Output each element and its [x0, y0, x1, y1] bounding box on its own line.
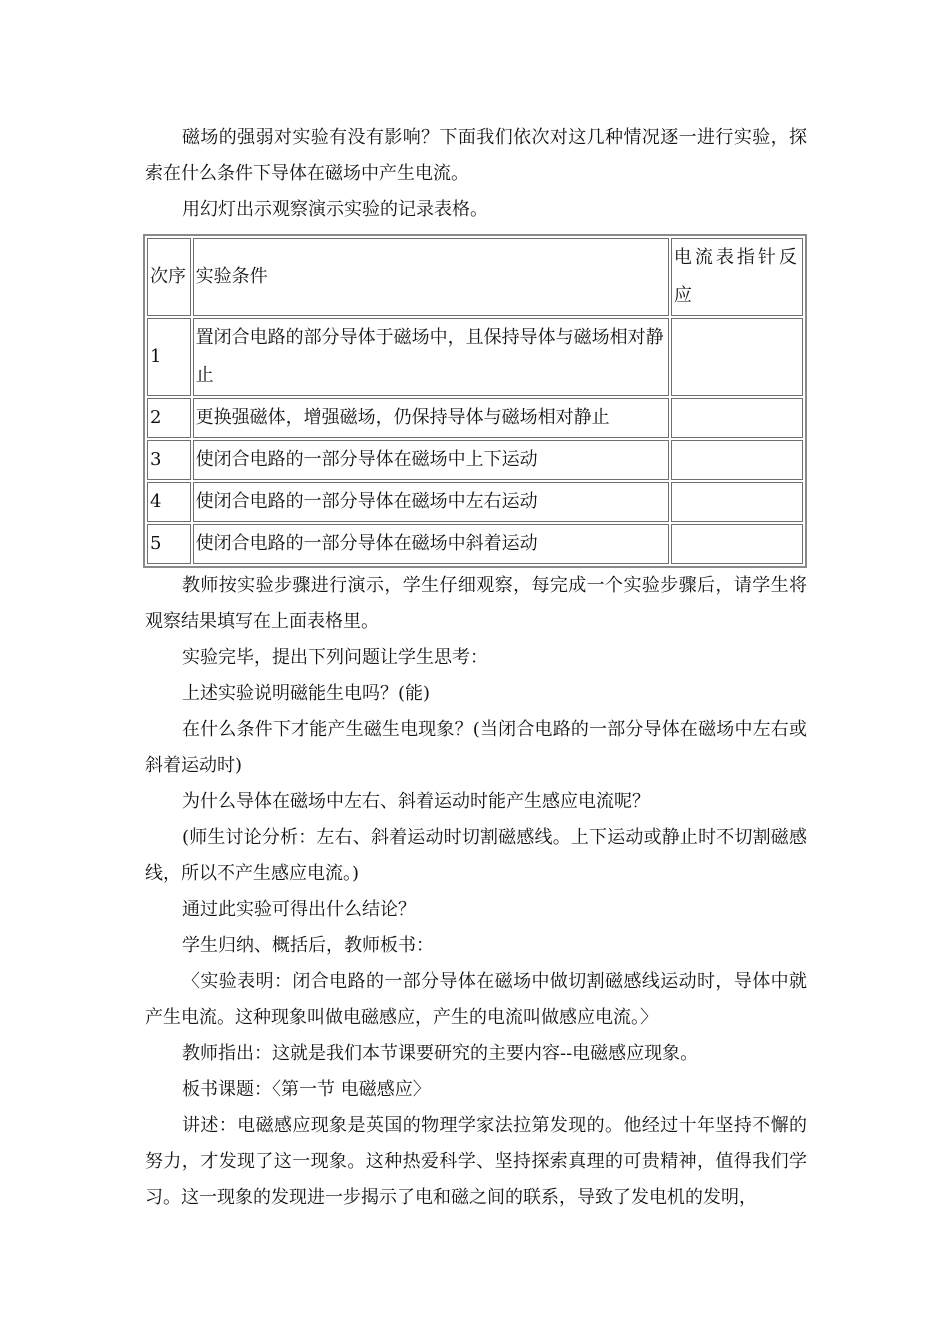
table-header-row	[147, 238, 803, 316]
row-condition: 使闭合电路的一部分导体在磁场中左右运动	[193, 482, 669, 522]
row-number: 1	[147, 318, 191, 396]
paragraph-lesson-title: 板书课题：〈第一节 电磁感应〉	[182, 1079, 431, 1100]
row-condition: 使闭合电路的一部分导体在磁场中斜着运动	[193, 524, 669, 564]
row-condition: 置闭合电路的部分导体于磁场中，且保持导体与磁场相对静止	[193, 318, 669, 396]
row-condition: 使闭合电路的一部分导体在磁场中上下运动	[193, 440, 669, 480]
paragraph-table-intro: 用幻灯出示观察演示实验的记录表格。	[182, 199, 488, 220]
row-number: 3	[147, 440, 191, 480]
paragraph-intro: 磁场的强弱对实验有没有影响？下面我们依次对这几种情况逐一进行实验，探索在什么条件下导体在磁场中产生电流。	[145, 127, 807, 184]
row-number: 2	[147, 398, 191, 438]
row-result	[671, 482, 803, 522]
paragraph-discussion: (师生讨论分析：左右、斜着运动时切割磁感线。上下运动或静止时不切割磁感线，所以不产生感应电流。)	[145, 827, 807, 884]
table-row	[147, 524, 803, 564]
table-row	[147, 398, 803, 438]
header-condition: 实验条件	[193, 238, 669, 316]
paragraph-question-1: 上述实验说明磁能生电吗？(能)	[182, 683, 431, 704]
paragraph-conclusion-question: 通过此实验可得出什么结论？	[182, 899, 416, 920]
paragraph-question-3: 为什么导体在磁场中左右、斜着运动时能产生感应电流呢？	[182, 791, 650, 812]
table-row	[147, 440, 803, 480]
paragraph-questions-intro: 实验完毕，提出下列问题让学生思考：	[182, 647, 488, 668]
row-result	[671, 318, 803, 396]
paragraph-demo-steps: 教师按实验步骤进行演示，学生仔细观察，每完成一个实验步骤后，请学生将观察结果填写在上面表格里。	[145, 575, 807, 632]
paragraph-summary: 学生归纳、概括后，教师板书：	[182, 935, 434, 956]
row-result	[671, 524, 803, 564]
paragraph-teacher-points: 教师指出：这就是我们本节课要研究的主要内容--电磁感应现象。	[182, 1043, 699, 1064]
header-order: 次序	[147, 238, 191, 316]
paragraph-blackboard-conclusion: 〈实验表明：闭合电路的一部分导体在磁场中做切割磁感线运动时，导体中就产生电流。这种现象叫做电磁感应，产生的电流叫做感应电流。〉	[145, 971, 807, 1028]
row-result	[671, 398, 803, 438]
row-result	[671, 440, 803, 480]
record-table	[143, 234, 807, 568]
row-condition: 更换强磁体，增强磁场，仍保持导体与磁场相对静止	[193, 398, 669, 438]
header-ammeter-reaction: 电流表指针反应	[671, 238, 803, 316]
row-number: 4	[147, 482, 191, 522]
paragraph-question-2: 在什么条件下才能产生磁生电现象？(当闭合电路的一部分导体在磁场中左右或斜着运动时)	[145, 719, 807, 776]
table-row	[147, 482, 803, 522]
table-row	[147, 318, 803, 396]
paragraph-narration: 讲述：电磁感应现象是英国的物理学家法拉第发现的。他经过十年坚持不懈的努力，才发现了这一现象。这种热爱科学、坚持探索真理的可贵精神，值得我们学习。这一现象的发现进一步揭示了电和磁之间的联系，导致了发电机的发明，	[145, 1115, 807, 1208]
row-number: 5	[147, 524, 191, 564]
